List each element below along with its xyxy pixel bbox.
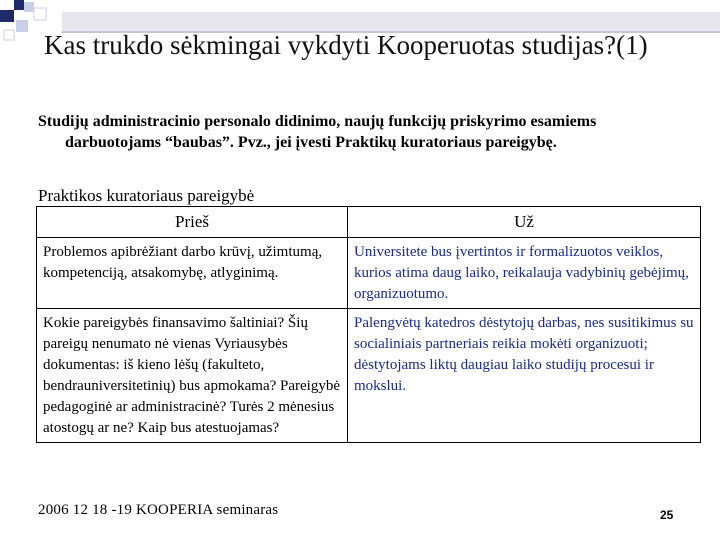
header-for: Už xyxy=(348,207,701,238)
cell-against: Problemos apibrėžiant darbo krūvį, užimtumą, kompetenciją, atsakomybę, atlyginimą. xyxy=(37,238,348,309)
subtitle-line-2: darbuotojams “baubas”. Pvz., jei įvesti Praktikų kuratoriaus pareigybę. xyxy=(65,134,557,151)
slide-title: Kas trukdo sėkmingai vykdyti Kooperuotas studijas?(1) xyxy=(44,30,648,60)
subtitle-line-1: Studijų administracinio personalo didinimo, naujų funkcijų priskyrimo esamiems xyxy=(38,113,597,130)
page-number: 25 xyxy=(660,508,674,522)
table-row xyxy=(37,309,701,443)
cell-for: Palengvėtų katedros dėstytojų darbas, nes susitikimus su socialiniais partneriais reikia mokėti organizuoti; dėstytojams liktų daugiau laiko studijų procesui ir mokslui. xyxy=(348,309,701,443)
table-header-row xyxy=(37,207,701,238)
section-label: Praktikos kuratoriaus pareigybė xyxy=(38,186,255,205)
comparison-table xyxy=(36,206,700,443)
slide-subtitle xyxy=(38,111,698,153)
header-against: Prieš xyxy=(37,207,348,238)
footer-text: 2006 12 18 -19 KOOPERIA seminaras xyxy=(38,502,279,518)
cell-against: Kokie pareigybės finansavimo šaltiniai? Šių pareigų nenumato nė vienas Vyriausybės dokumentas: iš kieno lėšų (fakulteto, bendrauniversitetinių) bus apmokama? Pareigybė pedagoginė ar administracinė? Turės 2 mėnesius atostogų ar ne? Kaip bus atestuojamas? xyxy=(37,309,348,443)
cell-for: Universitete bus įvertintos ir formalizuotos veiklos, kurios atima daug laiko, reikalauja vadybinių gebėjimų, organizuotumo. xyxy=(348,238,701,309)
table-row xyxy=(37,238,701,309)
